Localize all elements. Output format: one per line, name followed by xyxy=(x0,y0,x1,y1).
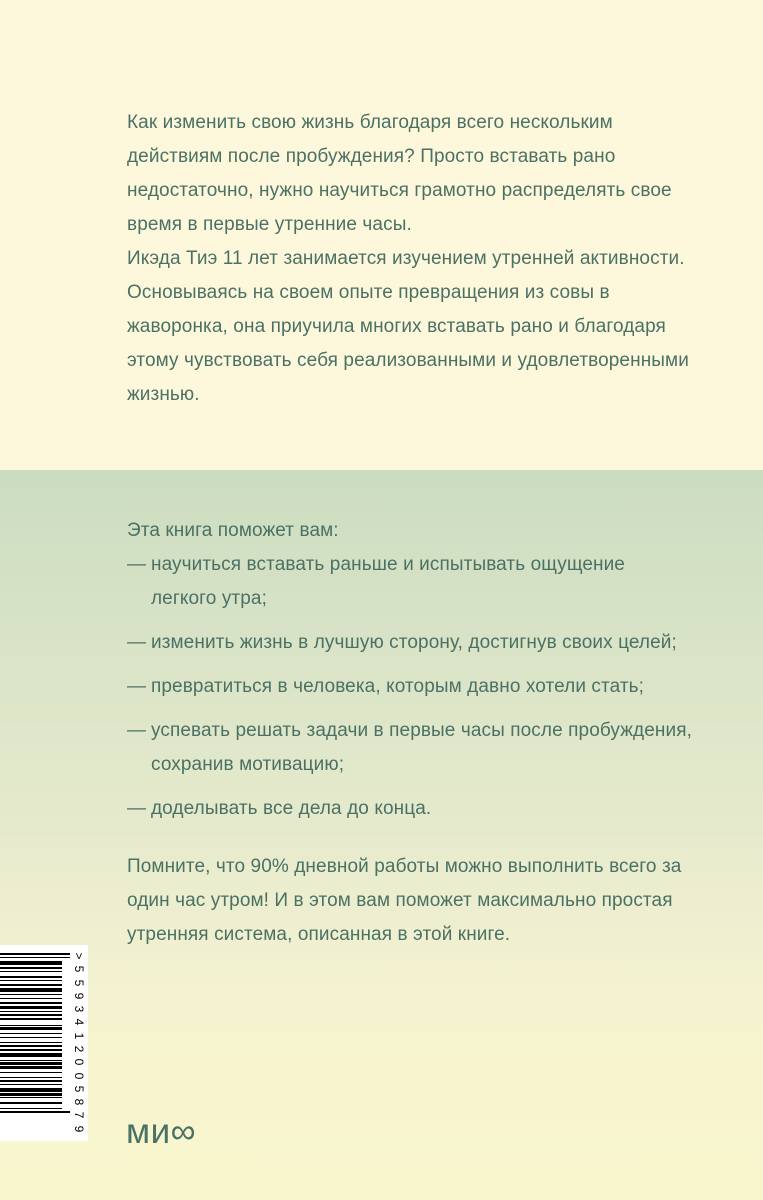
benefits-list xyxy=(127,548,693,826)
em-dash-bullet-icon: — xyxy=(127,554,147,575)
barcode-bar xyxy=(0,1093,62,1095)
barcode-bar xyxy=(0,1049,62,1051)
barcode-bar xyxy=(0,1006,62,1010)
barcode-bar xyxy=(0,994,62,995)
text-column xyxy=(127,0,693,1200)
barcode-digit: 8 xyxy=(72,1098,86,1106)
barcode-bar xyxy=(0,1102,62,1104)
barcode-bar xyxy=(0,1037,62,1038)
barcode-bar xyxy=(0,1072,62,1073)
list-item-label: изменить жизнь в лучшую сторону, достигнув своих целей; xyxy=(151,632,677,653)
barcode-bar xyxy=(0,984,62,986)
barcode-digit: 5 xyxy=(72,979,86,986)
barcode-bar xyxy=(0,1053,62,1057)
list-item xyxy=(127,548,693,616)
barcode-digit: 9 xyxy=(72,992,86,1000)
barcode-image xyxy=(0,945,88,1141)
closing-paragraph: Помните, что 90% дневной работы можно выполнить всего за один час утром! И в этом вам поможет максимально простая утренняя система, описанная в этой книге. xyxy=(127,856,682,945)
list-item xyxy=(127,714,693,782)
barcode-digit: 1 xyxy=(72,1032,86,1040)
barcode-digit: 7 xyxy=(72,1112,86,1119)
barcode-bar xyxy=(0,1062,62,1064)
benefits-heading: Эта книга поможет вам: xyxy=(127,520,339,541)
barcode-bar xyxy=(0,1097,62,1098)
barcode-bars xyxy=(0,953,70,1133)
barcode-bar xyxy=(0,1080,62,1082)
barcode-bar xyxy=(0,971,62,972)
barcode-bar xyxy=(0,1018,62,1020)
barcode-bar xyxy=(0,961,62,965)
barcode-bar xyxy=(0,1084,62,1085)
barcode-bar xyxy=(0,1045,62,1047)
blurb-paragraph-2: Икэда Тиэ 11 лет занимается изучением утренней активности. Основываясь на своем опыте превращения из совы в жаворонка, она приучила многих вставать рано и благодаря этому чувствовать себя реализованными и удовлетворенными жизнью. xyxy=(127,248,689,405)
barcode-digit: 9 xyxy=(72,1125,86,1133)
barcode-bar xyxy=(0,980,62,981)
barcode-bar xyxy=(0,1011,62,1012)
barcode-digit: 3 xyxy=(72,1005,86,1013)
barcode-bar xyxy=(0,967,62,969)
list-item-label: научиться вставать раньше и испытывать ощущение легкого утра; xyxy=(151,554,625,609)
barcode-bar xyxy=(0,998,62,999)
em-dash-bullet-icon: — xyxy=(127,632,147,653)
barcode-bar xyxy=(0,1066,62,1068)
barcode-digit: 0 xyxy=(72,1058,86,1066)
em-dash-bullet-icon: — xyxy=(127,798,147,819)
barcode-digit: > xyxy=(72,952,86,960)
list-item-label: успевать решать задачи в первые часы после пробуждения, сохранив мотивацию; xyxy=(151,720,692,775)
barcode-digit: 2 xyxy=(72,1045,86,1053)
barcode-bar xyxy=(0,1111,70,1113)
em-dash-bullet-icon: — xyxy=(127,676,147,697)
barcode-bar xyxy=(0,1077,62,1078)
barcode-digit: 5 xyxy=(72,965,86,973)
list-item-label: доделывать все дела до конца. xyxy=(151,798,432,819)
barcode-bar xyxy=(0,1042,62,1043)
barcode-bar xyxy=(0,1060,62,1061)
barcode-bar xyxy=(0,1025,62,1026)
barcode-bar xyxy=(0,1088,62,1092)
barcode-digit: 5 xyxy=(72,1085,86,1093)
barcode-bar xyxy=(0,957,70,958)
blurb-paragraph-1: Как изменить свою жизнь благодаря всего нескольким действиям после пробуждения? Просто вставать рано недостаточно, нужно научиться грамотно распределять свое время в первые утренние часы. xyxy=(127,112,672,235)
barcode-bar xyxy=(0,1002,62,1004)
barcode-bar xyxy=(0,976,62,978)
list-item xyxy=(127,792,693,826)
barcode-bar xyxy=(0,1027,62,1029)
barcode-digits-label xyxy=(70,945,88,1141)
barcode-digit: 0 xyxy=(72,1072,86,1079)
list-item-label: превратиться в человека, которым давно хотели стать; xyxy=(151,676,645,697)
barcode-bar xyxy=(0,953,70,955)
barcode-panel xyxy=(0,945,88,1141)
barcode-bar xyxy=(0,988,62,992)
barcode-bar xyxy=(0,1108,62,1109)
list-item xyxy=(127,670,693,704)
barcode-bar xyxy=(0,1014,62,1016)
em-dash-bullet-icon: — xyxy=(127,720,147,741)
barcode-bar xyxy=(0,1033,62,1034)
list-item xyxy=(127,626,693,660)
barcode-digit: 4 xyxy=(72,1019,86,1026)
publisher-logo-mif: ми∞ xyxy=(126,1112,197,1151)
